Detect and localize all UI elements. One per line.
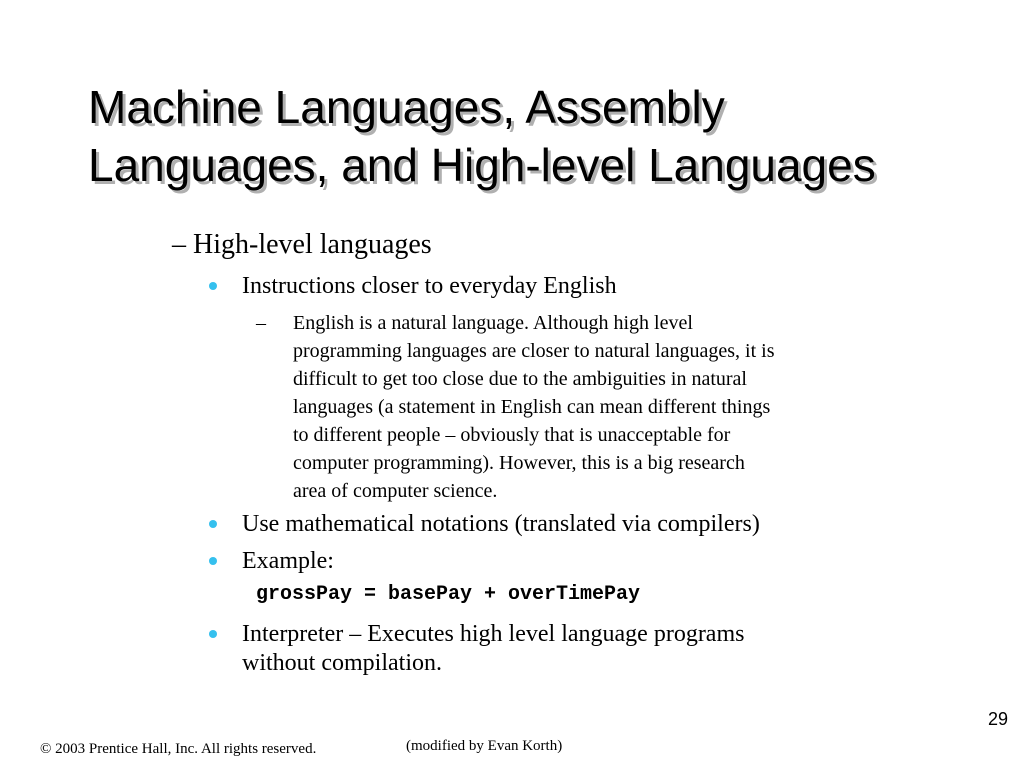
- sub-item-line: computer programming). However, this is a big research: [293, 452, 745, 474]
- sub-item-text: [293, 309, 775, 505]
- page-number: 29: [987, 709, 1008, 729]
- bullet-dot-icon: [209, 520, 217, 528]
- level1-heading: – High-level languages: [172, 229, 432, 260]
- sub-item-line: to different people – obviously that is unacceptable for: [293, 424, 731, 446]
- bullet-text: Example:: [242, 548, 334, 574]
- sub-item-line: area of computer science.: [293, 480, 498, 502]
- bullet-text-line: Interpreter – Executes high level language programs: [242, 621, 745, 647]
- slide-title-line-1: Machine Languages, Assembly: [88, 81, 725, 133]
- bullet-text: [242, 620, 744, 678]
- bullet-text: Instructions closer to everyday English: [242, 273, 617, 299]
- sub-item-line: difficult to get too close due to the ambiguities in natural: [293, 368, 747, 390]
- bullet-text: Use mathematical notations (translated via compilers): [242, 511, 760, 537]
- sub-item-dash: –: [256, 312, 266, 334]
- footer-modified-note: (modified by Evan Korth): [406, 738, 563, 754]
- footer-copyright: © 2003 Prentice Hall, Inc. All rights reserved.: [40, 741, 317, 757]
- code-example: grossPay = basePay + overTimePay: [256, 583, 641, 606]
- bullet-text-line: without compilation.: [242, 650, 442, 676]
- sub-item-line: English is a natural language. Although high level: [293, 312, 693, 334]
- sub-item-line: programming languages are closer to natural languages, it is: [293, 340, 775, 362]
- bullet-dot-icon: [209, 630, 217, 638]
- slide-title-line-2: Languages, and High-level Languages: [88, 139, 876, 191]
- sub-item-line: languages (a statement in English can mean different things: [293, 396, 771, 418]
- slide-title: [88, 78, 988, 194]
- bullet-dot-icon: [209, 557, 217, 565]
- bullet-dot-icon: [209, 282, 217, 290]
